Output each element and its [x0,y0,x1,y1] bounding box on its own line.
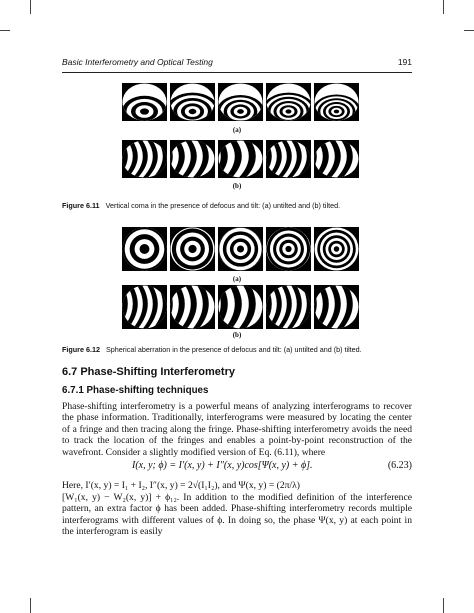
running-header [62,57,412,71]
interferogram-image [266,83,311,121]
interferogram-image [122,227,167,271]
interferogram-image [266,285,311,329]
interferogram-image [170,227,215,271]
crop-mark [30,0,31,14]
header-rule [62,72,412,73]
figure-6-12b-label: (b) [232,331,242,339]
interferogram-image [122,285,167,329]
equation-number: (6.23) [387,460,412,471]
section-heading: 6.7 Phase-Shifting Interferometry [62,366,235,378]
page-number: 191 [397,57,412,67]
crop-mark [0,30,10,31]
interferogram-image [314,83,359,121]
interferogram-image [170,140,215,178]
figure-6-11-caption-label: Figure 6.11 [62,201,100,210]
interferogram-image [122,140,167,178]
interferogram-image [314,227,359,271]
body-paragraph: Phase-shifting interferometry is a powerful means of analyzing interferograms to recover the phase information. Traditionally, interferograms were measured by locating the center of a fringe and then tracing along the fringe. Phase-shifting interferometry avoids the need to track the location of the fringes and enables a point-by-point reconstruction of the wavefront. Consider a slightly modified version of Eq. (6.11), where [62,401,412,458]
interferogram-image [218,140,263,178]
body-paragraph-2-line-1: Here, I′(x, y) = I₁ + I₂, I″(x, y) = 2√(I₁I₂), and Ψ(x, y) = (2π/λ) [62,480,300,491]
running-title: Basic Interferometry and Optical Testing [62,57,213,67]
interferogram-image [170,285,215,329]
figure-6-11b-label: (b) [232,182,242,190]
figure-6-11-caption [62,201,422,210]
figure-6-12a-interferograms [122,227,359,271]
figure-6-12-caption-text: Spherical aberration in the presence of defocus and tilt: (a) untilted and (b) tilted. [105,345,362,354]
equation-formula: I(x, y; ϕ) = I′(x, y) + I″(x, y)cos[Ψ(x, y) + ϕ]. [132,460,313,471]
interferogram-image [314,285,359,329]
interferogram-image [218,285,263,329]
interferogram-image [266,227,311,271]
figure-6-12-caption-label: Figure 6.12 [62,345,100,354]
crop-mark [443,0,444,14]
crop-mark [464,30,474,31]
figure-6-11a-label: (a) [232,126,242,134]
interferogram-image [122,83,167,121]
figure-6-11a-interferograms [122,83,359,121]
interferogram-image [218,83,263,121]
crop-mark [30,598,31,613]
crop-mark [443,598,444,613]
figure-6-12a-label: (a) [232,275,242,283]
interferogram-image [170,83,215,121]
figure-6-11b-interferograms [122,140,359,178]
interferogram-image [218,227,263,271]
subsection-heading: 6.7.1 Phase-shifting techniques [62,385,209,396]
figure-6-12b-interferograms [122,285,359,329]
figure-6-11-caption-text: Vertical coma in the presence of defocus and tilt: (a) untilted and (b) tilted. [105,201,341,210]
interferogram-image [266,140,311,178]
body-paragraph-2: [W₁(x, y) − W₂(x, y)] + ϕ₁₂. In addition to the modified definition of the interference pattern, an extra factor ϕ has been added. Phase-shifting interferometry records multiple interferograms with different values of ϕ. In doing so, the phase Ψ(x, y) at each point in the interferogram is easily [62,492,412,538]
figure-6-12-caption [62,345,422,354]
interferogram-image [314,140,359,178]
